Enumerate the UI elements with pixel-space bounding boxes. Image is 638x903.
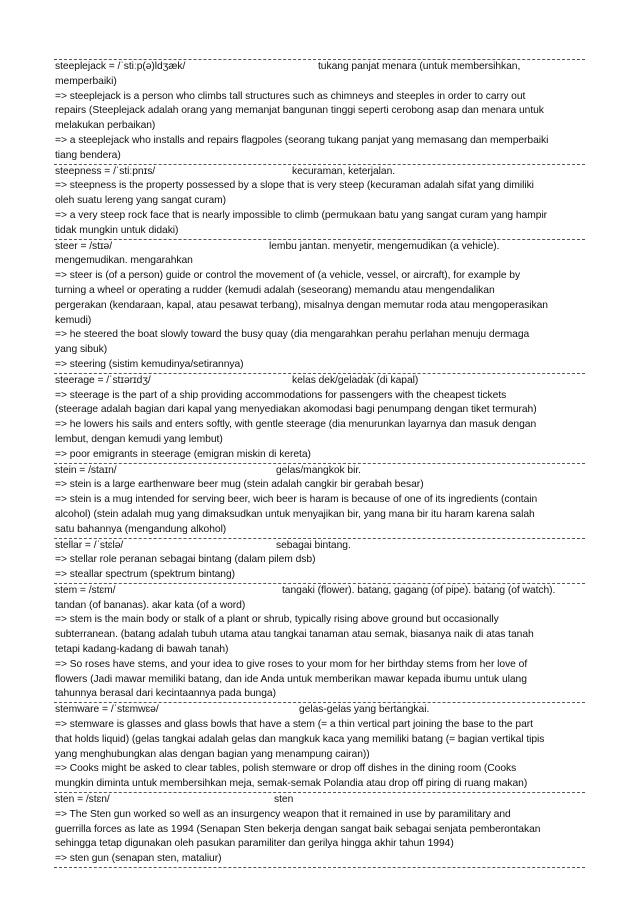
entry-line: tahunnya berasal dari kecintaannya pada bunga) [55, 688, 276, 700]
entry-head [55, 165, 585, 180]
entry-line: sehingga tetap digunakan oleh pasukan paramiliter dan gerilya hingga akhir tahun 1994) [55, 838, 454, 850]
entry-line: pergerakan (kendaraan, kapal, atau pesawat terbang), misalnya dengan memutar roda atau mengoperasikan [55, 299, 548, 311]
entry-line: => steallar spectrum (spektrum bintang) [55, 569, 236, 581]
entry-line: => stein is a mug intended for serving beer, wich beer is haram is because of one of its ingredients (contain [55, 494, 538, 506]
entry-line: tetapi kadang-kadang di bawah tanah) [55, 644, 229, 656]
entry-headword: steer = /stɪə/ [55, 240, 113, 252]
dictionary-entry [54, 373, 585, 463]
entry-line: guerrilla forces as late as 1994 (Senapan Sten bekerja dengan sangat baik sebagai senjata pemberontakan [55, 823, 541, 835]
entry-headword: stein = /staɪn/ [55, 464, 117, 476]
entry-headword: sten = /stɛn/ [55, 794, 110, 806]
entry-line: alcohol) (stein adalah mug yang dimaksudkan untuk menyajikan bir, yang mana bir itu haram karena salah [55, 508, 535, 520]
entry-line: => steepness is the property possessed by a slope that is very steep (kecuraman adalah sifat yang dimiliki [55, 180, 534, 192]
entry-head [55, 539, 585, 554]
entry-gloss: sten [274, 794, 294, 806]
entry-line: melakukan perbaikan) [55, 120, 156, 132]
entry-headword: steepness = /ˈstiːpnɪs/ [55, 165, 156, 177]
entry-headword: stemware = /ˈstɛmwɛə/ [55, 704, 159, 716]
entry-line: => poor emigrants in steerage (emigran miskin di kereta) [55, 448, 311, 460]
dictionary-entry [54, 59, 585, 164]
dictionary-sheet [54, 59, 585, 868]
entry-line: memperbaiki) [55, 75, 117, 87]
entry-line: => steerage is the part of a ship providing accommodations for passengers with the cheapest tickets [55, 389, 507, 401]
entry-line: => he lowers his sails and enters softly, with gentle steerage (dia menurunkan layarnya dan masuk dengan [55, 419, 537, 431]
entry-head [55, 703, 585, 718]
entry-gloss: tangaki (flower). batang, gagang (of pipe). batang (of watch). [282, 584, 556, 596]
entry-line: flowers (Jadi mawar memiliki batang, dan ide Anda untuk memberikan mawar kepada ibumu untuk ulang [55, 673, 527, 685]
entry-line: mengemudikan. mengarahkan [55, 255, 193, 267]
entry-line: tidak mungkin untuk didaki) [55, 224, 179, 236]
dictionary-entry [54, 164, 585, 239]
entry-line: mungkin diminta untuk membersihkan meja, semak-semak Polandia atau drop off piring di ruang makan) [55, 778, 528, 790]
entry-line: (steerage adalah bagian dari kapal yang menyediakan akomodasi bagi penumpang dengan tiket termurah) [55, 404, 537, 416]
entry-gloss: kelas dek/geladak (di kapal) [292, 374, 419, 386]
entry-line: tandan (of bananas). akar kata (of a word) [55, 599, 246, 611]
entry-line: yang menghubungkan alas dengan bagian yang menampung cairan)) [55, 748, 370, 760]
entry-line: => a steeplejack who installs and repairs flagpoles (seorang tukang panjat yang memasang dan memperbaiki [55, 134, 549, 146]
entry-head [55, 374, 585, 389]
entry-headword: steeplejack = /ˈstiːp(ə)ldʒæk/ [55, 61, 186, 72]
dictionary-entry [54, 239, 585, 373]
entry-gloss: tukang panjat menara (untuk membersihkan, [318, 61, 521, 72]
entry-line: => stem is the main body or stalk of a plant or shrub, typically rising above ground but occasionally [55, 614, 499, 626]
entry-head [55, 793, 585, 808]
dictionary-entry [54, 463, 585, 538]
entry-line: => stemware is glasses and glass bowls that have a stem (= a thin vertical part joining the base to the part [55, 719, 533, 731]
entry-line: lembut, dengan kemudi yang lembut) [55, 433, 223, 445]
entry-head [55, 584, 585, 599]
entry-head [55, 464, 585, 479]
entry-gloss: sebagai bintang. [276, 539, 351, 551]
entry-head [55, 240, 585, 255]
entry-line: yang sibuk) [55, 344, 108, 356]
entry-line: satu bahannya (mengandung alkohol) [55, 523, 227, 535]
entry-line: => he steered the boat slowly toward the busy quay (dia mengarahkan perahu perlahan menuju dermaga [55, 329, 530, 341]
entry-line: tiang bendera) [55, 149, 121, 161]
entry-gloss: kecuraman, keterjalan. [292, 165, 396, 177]
entry-line: turning a wheel or operating a rudder (kemudi adalah (seseorang) memandu atau mengendalikan [55, 284, 495, 296]
entry-gloss: lembu jantan. menyetir, mengemudikan (a vehicle). [269, 240, 500, 252]
entry-line: subterranean. (batang adalah tubuh utama atau tangkai tanaman atau semak, biasanya naik di atas tanah [55, 629, 534, 641]
dictionary-entry [54, 702, 585, 792]
entry-line: => stein is a large earthenware beer mug (stein adalah cangkir bir gerabah besar) [55, 479, 424, 491]
entry-headword: steerage = /ˈstɪərɪdʒ/ [55, 374, 151, 386]
dictionary-entry [54, 583, 585, 702]
entry-line: => So roses have stems, and your idea to give roses to your mom for her birthday stems from her love of [55, 658, 528, 670]
entry-line: kemudi) [55, 314, 92, 326]
entry-line: => The Sten gun worked so well as an insurgency weapon that it remained in use by paramilitary and [55, 808, 511, 820]
entry-gloss: gelas-gelas yang bertangkai. [299, 704, 430, 716]
entry-line: => stellar role peranan sebagai bintang (dalam pilem dsb) [55, 554, 316, 566]
entry-headword: stem = /stɛm/ [55, 584, 116, 596]
entry-line: => a very steep rock face that is nearly impossible to climb (permukaan batu yang sangat curam yang hampir [55, 209, 548, 221]
entry-line: => Cooks might be asked to clear tables, polish stemware or drop off dishes in the dining room (Cooks [55, 763, 517, 775]
entry-line: => steering (sistim kemudinya/setirannya) [55, 358, 244, 370]
dictionary-entry [54, 538, 585, 583]
entry-line: => steer is (of a person) guide or control the movement of (a vehicle, vessel, or aircraft), for example by [55, 270, 521, 282]
entry-headword: stellar = /ˈstɛlə/ [55, 539, 124, 551]
entry-line: that holds liquid) (gelas tangkai adalah gelas dan mangkuk kaca yang memiliki batang (= bagian vertikal tipis [55, 733, 545, 745]
entry-line: => steeplejack is a person who climbs tall structures such as chimneys and steeples in order to carry out [55, 90, 526, 102]
entry-line: repairs (Steeplejack adalah orang yang memanjat bangunan tinggi seperti cerobong asap dan menara untuk [55, 105, 544, 117]
entry-gloss: gelas/mangkok bir. [276, 464, 361, 476]
dictionary-entry [54, 792, 585, 868]
entry-head [55, 60, 585, 75]
entry-line: oleh suatu lereng yang sangat curam) [55, 195, 227, 207]
entry-line: => sten gun (senapan sten, mataliur) [55, 853, 222, 865]
